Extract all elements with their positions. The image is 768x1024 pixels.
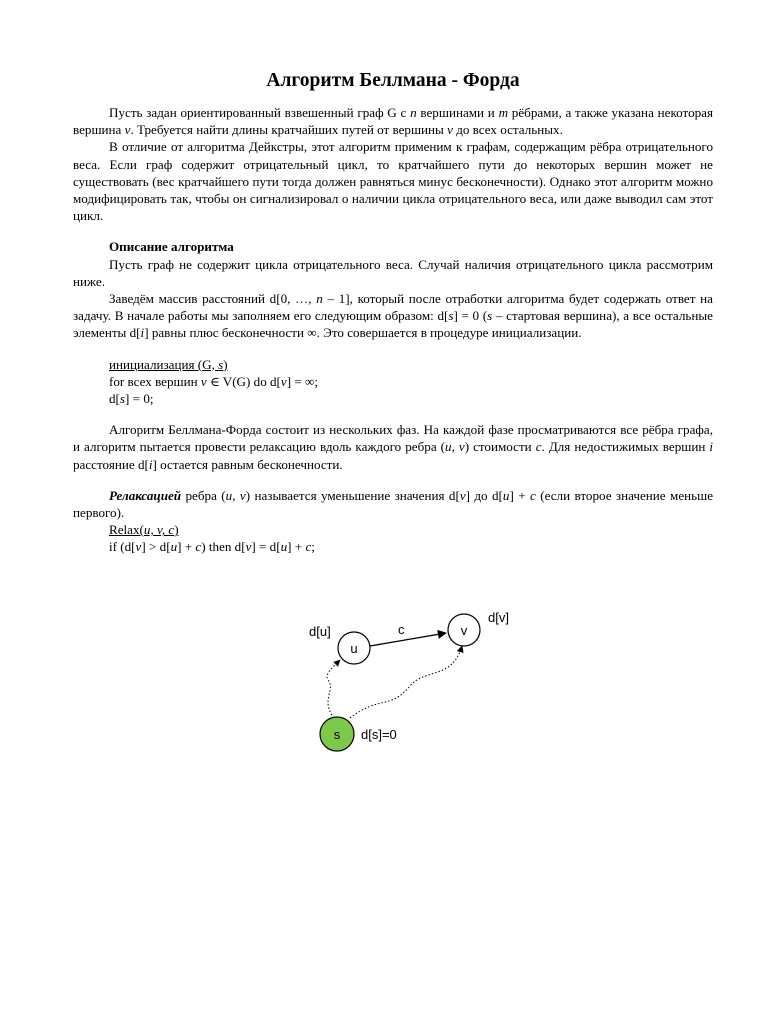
var-v: v <box>447 122 453 138</box>
page-title: Алгоритм Беллмана - Форда <box>266 70 520 91</box>
text-run: ) then d[ <box>201 539 246 555</box>
relax-paragraph <box>73 487 713 521</box>
text-run: ] > d[ <box>141 539 171 555</box>
text-run: d[ <box>109 391 120 407</box>
var-u: u <box>170 539 178 555</box>
text-run: ; <box>311 539 315 555</box>
text-run: (если второе значение меньше первого). <box>73 487 713 521</box>
node-s-label: s <box>333 727 341 742</box>
relax-args: u, v, c <box>143 522 175 538</box>
spacer <box>73 407 713 421</box>
document-content <box>73 68 713 556</box>
var-u: u <box>225 487 233 503</box>
init-code-block <box>73 356 713 408</box>
text-run: рёбрами, а также указана некоторая вершина <box>73 105 713 138</box>
init-code-header <box>109 356 713 373</box>
var-v: v <box>135 539 142 555</box>
text-run: ] до d[ <box>465 487 503 503</box>
var-s: s <box>119 391 126 407</box>
var-i: i <box>140 325 145 341</box>
var-v: v <box>458 439 465 455</box>
text-run: if (d[ <box>109 539 136 555</box>
text-run: Relax( <box>109 522 144 538</box>
text-run: вершинами и <box>416 105 499 120</box>
node-v-label: v <box>460 623 468 638</box>
label-ds: d[s]=0 <box>361 727 397 742</box>
init-code-line-2 <box>109 390 713 407</box>
text-run: ] = ∞; <box>286 373 318 389</box>
text-run: расстояние d[ <box>73 456 149 472</box>
spacer <box>73 473 713 487</box>
text-run: ) стоимости <box>464 439 536 455</box>
var-c: c <box>535 439 542 455</box>
relax-code-header <box>109 521 713 538</box>
var-s: s <box>487 308 493 324</box>
var-u: u <box>280 539 288 555</box>
text-run: ) <box>174 522 179 538</box>
var-n: n <box>316 291 323 307</box>
text-run: ] = 0; <box>125 391 154 407</box>
label-dv: d[v] <box>488 610 509 625</box>
text-run: . Для недостижимых вершин <box>541 439 710 455</box>
var-v: v <box>280 373 287 389</box>
text-run: ] = d[ <box>251 539 281 555</box>
text-run: ] = 0 ( <box>453 308 488 324</box>
text-run: . Требуется найти длины кратчайших путей от вершины <box>130 122 448 138</box>
var-m: m <box>498 105 509 120</box>
intro-paragraph-1 <box>73 104 713 138</box>
var-v: v <box>124 122 131 138</box>
diagram-svg <box>290 600 530 770</box>
var-v: v <box>200 373 207 389</box>
section-heading: Описание алгоритма <box>109 239 234 255</box>
relax-code-line <box>109 538 713 555</box>
var-i: i <box>709 439 714 455</box>
text-run: ] равны плюс бесконечности ∞. Это совершается в процедуре инициализации. <box>144 325 582 341</box>
var-c: c <box>195 539 202 555</box>
relax-term: Релаксацией <box>109 487 182 503</box>
intro-paragraph-2: В отличие от алгоритма Дейкстры, этот алгоритм применим к графам, содержащим рёбра отрицательного веса. Если граф содержит отрицательный цикл, то кратчайшего пути до некоторых вершин может не существовать (вес кратчайшего пути тогда должен равняться минус бесконечности). Однако этот алгоритм можно модифицировать так, чтобы он сигнализировал о наличии цикла отрицательного веса, или даже выводил сам этот цикл. <box>73 139 713 224</box>
var-s: s <box>448 308 454 324</box>
text-run: – 1], который после отработки алгоритма будет содержать ответ на задачу. В начале работы мы заполняем его следующим образом: d[ <box>73 291 713 324</box>
node-u-label: u <box>350 641 358 656</box>
text-run: for всех вершин <box>109 373 201 389</box>
path-s-u <box>327 660 340 718</box>
label-du: d[u] <box>309 624 331 639</box>
text-run: инициализация (G, <box>109 356 219 372</box>
section-paragraph-1: Пусть граф не содержит цикла отрицательного веса. Случай наличия отрицательного цикла рассмотрим ниже. <box>73 256 713 289</box>
section-paragraph-2 <box>73 290 713 342</box>
relax-code-block <box>73 521 713 555</box>
text-run: ] + <box>177 539 196 555</box>
text-run: – стартовая вершина), а все остальные элементы d[ <box>73 308 713 341</box>
var-v: v <box>239 487 246 503</box>
var-u: u <box>502 487 510 503</box>
text-run: Алгоритм Беллмана-Форда состоит из нескольких фаз. На каждой фазе просматриваются все рёбра графа, и алгоритм пытается провести релаксацию вдоль каждого ребра ( <box>73 422 713 455</box>
text-run: ] + <box>287 539 306 555</box>
spacer <box>73 224 713 238</box>
text-run: ∈ V(G) do d[ <box>206 373 281 389</box>
var-s: s <box>218 356 224 372</box>
var-c: c <box>530 487 536 503</box>
text-run: до всех остальных. <box>452 122 563 138</box>
var-v: v <box>245 539 252 555</box>
label-edge-cost: c <box>398 622 405 637</box>
var-v: v <box>459 487 466 503</box>
text-run: ) <box>223 356 228 372</box>
var-n: n <box>410 105 417 120</box>
edge-u-v <box>370 633 446 646</box>
phases-paragraph <box>73 421 713 473</box>
text-run: , <box>451 439 459 455</box>
init-code-line-1 <box>109 373 713 390</box>
text-run: , <box>232 487 240 503</box>
text-run: ] остается равным бесконечности. <box>152 456 343 472</box>
text-run: ребра ( <box>181 487 226 503</box>
text-run: ) называется уменьшение значения d[ <box>245 487 460 503</box>
text-run: Пусть задан ориентированный взвешенный граф G с <box>109 105 411 120</box>
var-c: c <box>305 539 312 555</box>
spacer <box>73 342 713 356</box>
relaxation-diagram <box>290 600 530 770</box>
var-i: i <box>148 456 153 472</box>
text-run: Заведём массив расстояний d[0, …, <box>109 291 317 307</box>
text-run: ] + <box>509 487 531 503</box>
var-u: u <box>445 439 452 455</box>
